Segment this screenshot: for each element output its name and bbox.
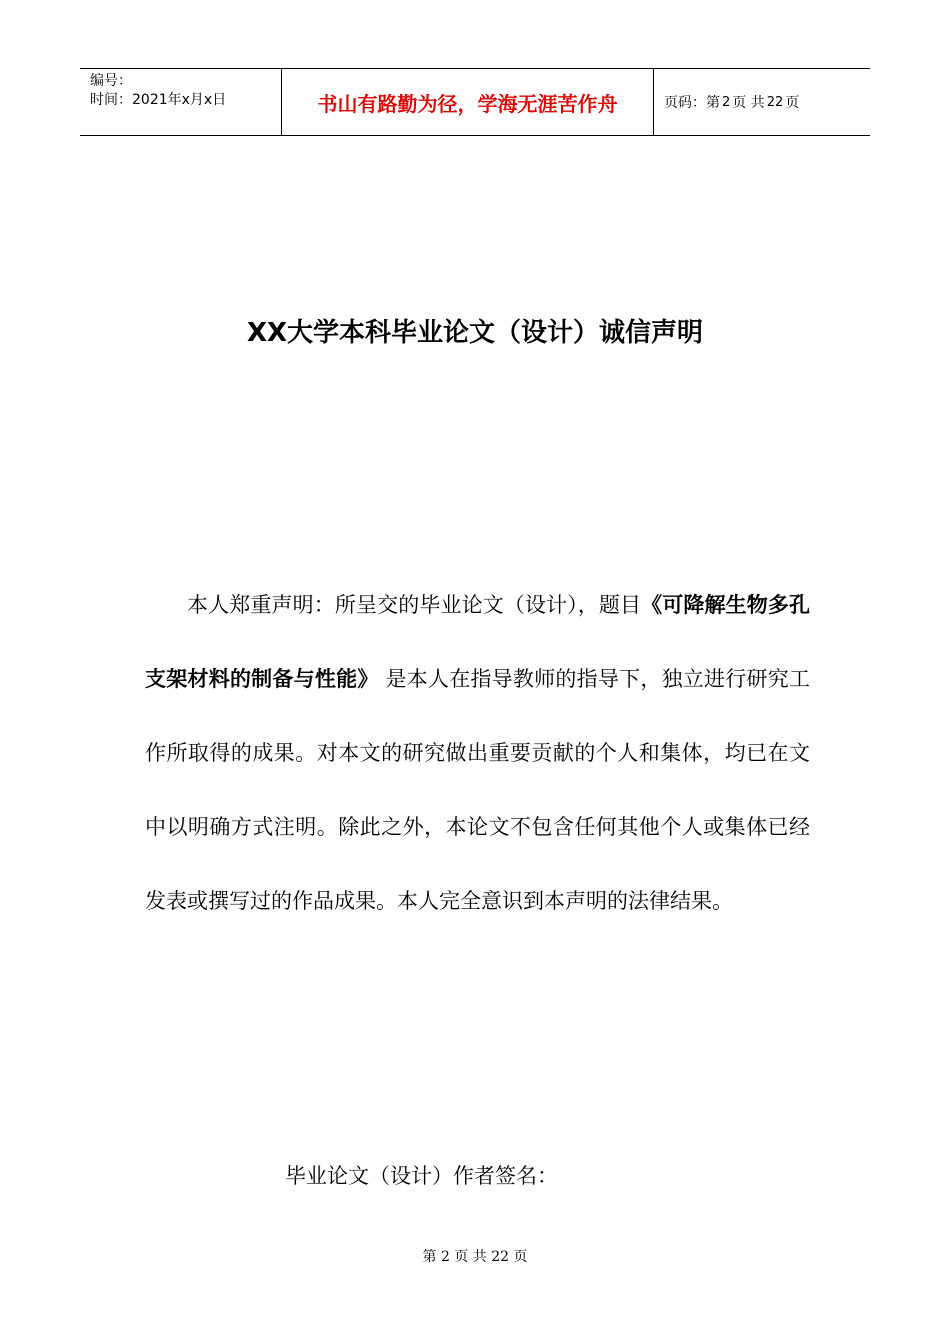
signature-label: 毕业论文（设计）作者签名： [285, 1164, 558, 1188]
page-suffix: 页 [785, 95, 800, 111]
page-title: XX大学本科毕业论文（设计）诚信声明 [246, 318, 704, 348]
header-page-number [654, 69, 870, 135]
document-time: 时间：2021年x月x日 [90, 92, 227, 108]
page-header [80, 68, 870, 136]
page-current: 2 [722, 94, 731, 110]
declaration-paragraph [145, 568, 810, 938]
document-number: 编号： [90, 73, 132, 89]
declaration-body [145, 568, 810, 938]
page-prefix: 页码：第 [664, 95, 720, 111]
header-meta [80, 69, 281, 135]
header-motto: 书山有路勤为径，学海无涯苦作舟 [281, 69, 654, 135]
thesis-title: 《可降解生物多孔支架材料的制备与性能》 [145, 593, 811, 691]
page-total: 22 [766, 94, 784, 110]
page-mid: 页 共 [732, 95, 765, 111]
declaration-text-1: 本人郑重声明：所呈交的毕业论文（设计），题目 [187, 593, 642, 617]
declaration-text-2: 是本人在指导教师的指导下，独立进行研究工作所取得的成果。对本文的研究做出重要贡献的个人和集体，均已在文中以明确方式注明。除此之外，本论文不包含任何其他个人或集体已经发表或撰写过的作品成果。本人完全意识到本声明的法律结果。 [145, 667, 810, 913]
page-footer: 第 2 页 共 22 页 [422, 1249, 528, 1265]
